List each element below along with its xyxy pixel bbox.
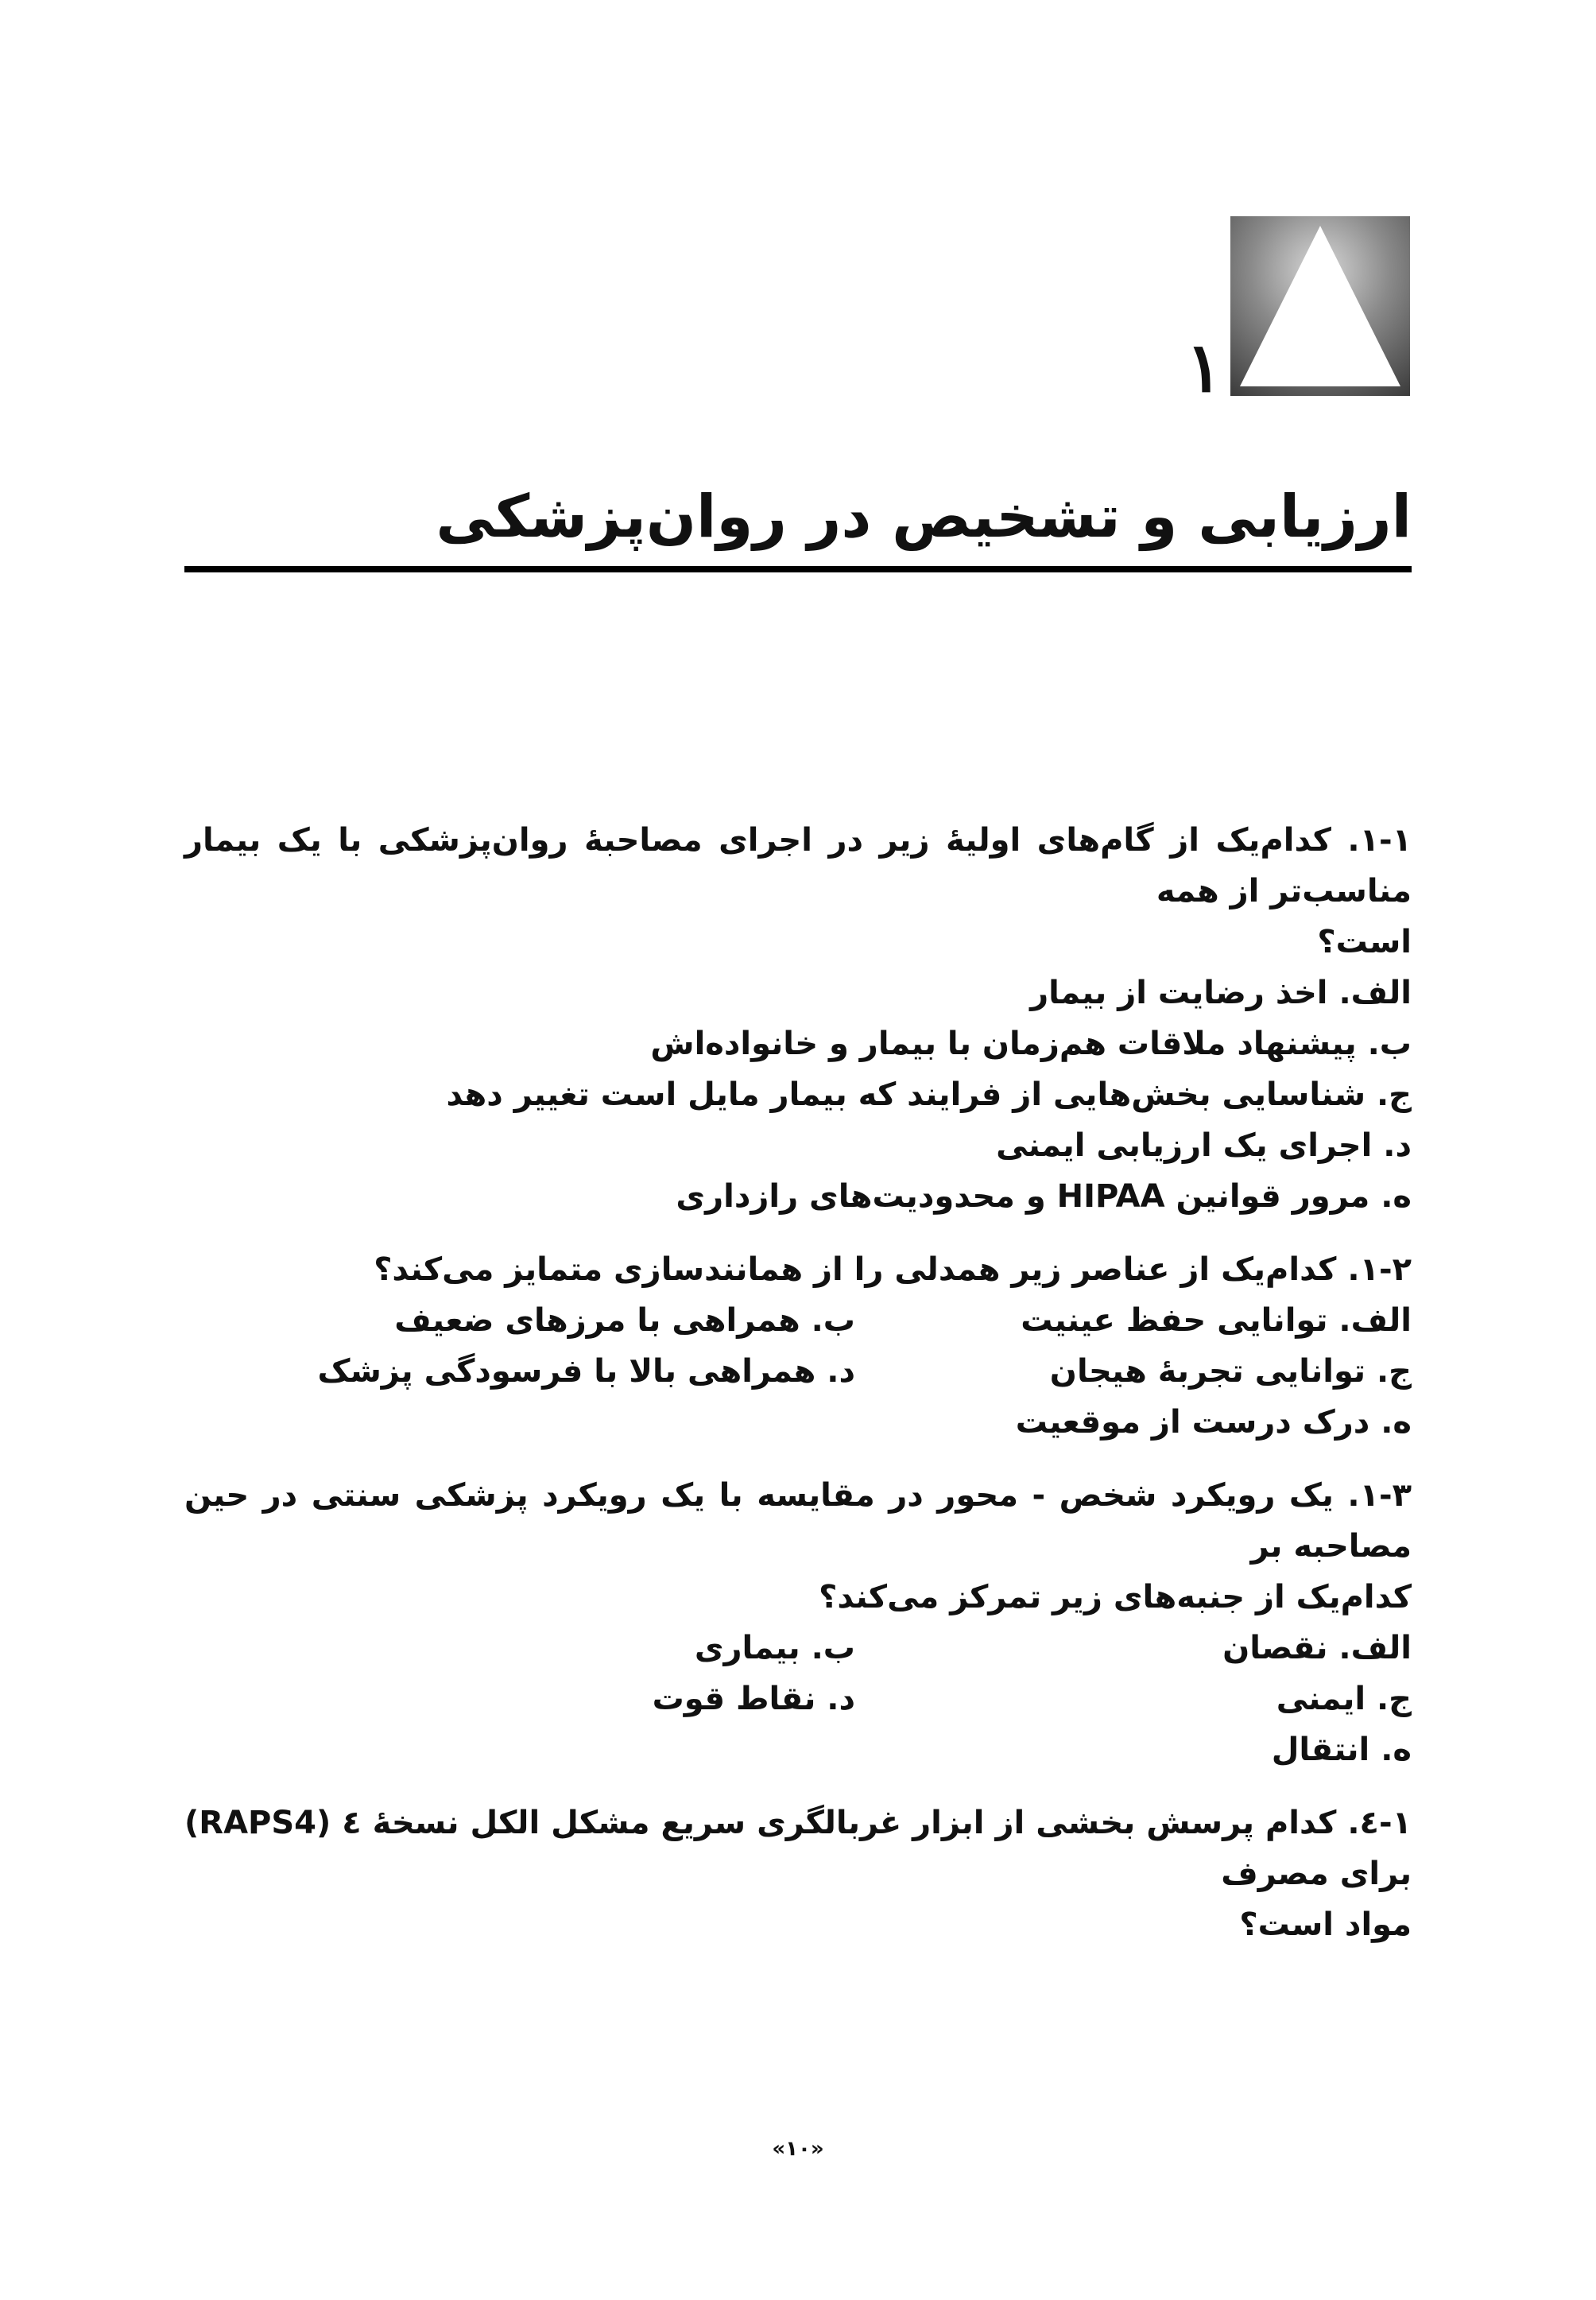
option-he: ه. درک درست از موقعیت: [1015, 1404, 1412, 1441]
option-he: ه. مرور قوانین HIPAA و محدودیت‌های رازداری: [676, 1178, 1412, 1215]
question-stem: ۱-۱. کدام‌یک از گام‌های اولیهٔ زیر در اجرای مصاحبهٔ روان‌پزشکی با یک بیمار مناسب‌تر از همه: [184, 822, 1412, 910]
option-be: ب. پیشنهاد ملاقات هم‌زمان با بیمار و خانواده‌اش: [650, 1026, 1412, 1062]
option-be: ب. بیماری: [694, 1630, 855, 1666]
question-stem: ۱-٤. کدام پرسش بخشی از ابزار غربالگری سریع مشکل الکل نسخهٔ ٤ (RAPS4) برای مصرف: [184, 1805, 1412, 1892]
question-stem: ۱-۳. یک رویکرد شخص - محور در مقایسه با یک رویکرد پزشکی سنتی در حین مصاحبه بر: [184, 1477, 1412, 1565]
option-row: [184, 1346, 1412, 1397]
question-stem-continuation: مواد است؟: [1239, 1906, 1412, 1943]
option-dal: د. نقاط قوت: [652, 1681, 855, 1717]
question-1-1: [184, 815, 1412, 1222]
option-dal: د. همراهی بالا با فرسودگی پزشک: [317, 1353, 855, 1390]
question-stem-continuation: کدام‌یک از جنبه‌های زیر تمرکز می‌کند؟: [819, 1579, 1412, 1615]
option-row: [184, 1674, 1412, 1724]
option-jim: ج. شناسایی بخش‌هایی از فرایند که بیمار مایل است تغییر دهد: [446, 1076, 1412, 1113]
question-stem: ۱-۲. کدام‌یک از عناصر زیر همدلی را از همانندسازی متمایز می‌کند؟: [374, 1251, 1412, 1288]
chapter-number: ۱: [1185, 328, 1223, 408]
option-dal: د. اجرای یک ارزیابی ایمنی: [996, 1127, 1412, 1164]
title-divider: [184, 566, 1412, 572]
option-jim: ج. توانایی تجربهٔ هیجان: [1049, 1353, 1412, 1390]
option-he: ه. انتقال: [1271, 1732, 1412, 1768]
question-1-2: [184, 1244, 1412, 1448]
chapter-triangle-icon: [1230, 216, 1410, 396]
question-list: [184, 815, 1412, 1972]
option-alef: الف. نقصان: [1222, 1630, 1412, 1666]
chapter-title: ارزیابی و تشخیص در روان‌پزشکی: [436, 483, 1412, 551]
option-row: [184, 1295, 1412, 1346]
option-row: [184, 1623, 1412, 1674]
question-1-4: [184, 1798, 1412, 1950]
question-1-3: [184, 1470, 1412, 1775]
question-stem-continuation: است؟: [1317, 924, 1412, 960]
option-be: ب. همراهی با مرزهای ضعیف: [394, 1302, 855, 1339]
page-number: «۱۰»: [772, 2137, 824, 2161]
option-alef: الف. اخذ رضایت از بیمار: [1030, 975, 1412, 1011]
option-alef: الف. توانایی حفظ عینیت: [1021, 1302, 1412, 1339]
option-jim: ج. ایمنی: [1276, 1681, 1412, 1717]
